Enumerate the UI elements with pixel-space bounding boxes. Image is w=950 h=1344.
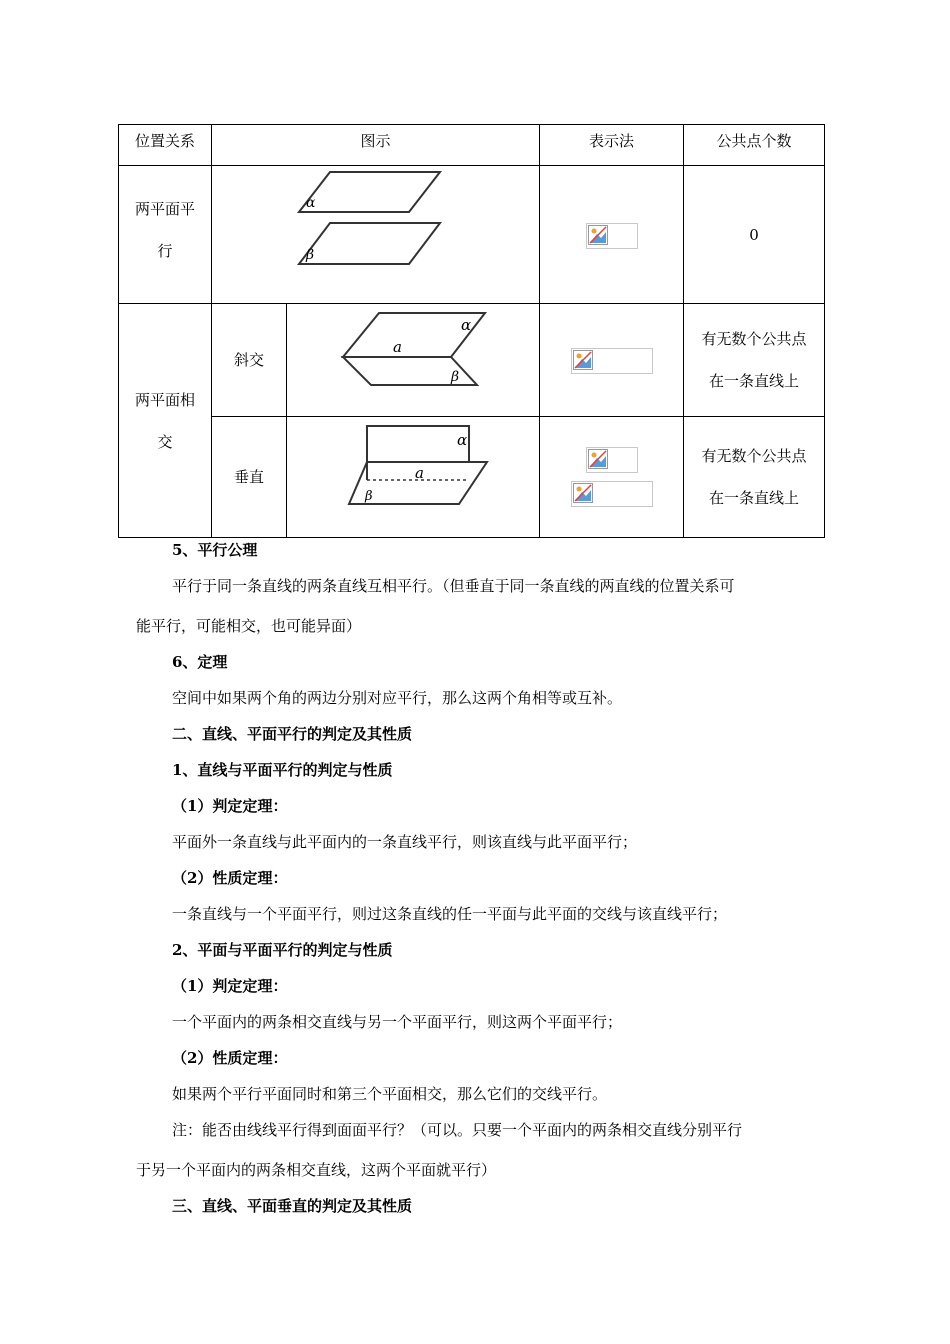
- parallel-planes-figure: [212, 166, 540, 302]
- heading-2-2-a: （1）判定定理：: [172, 977, 288, 995]
- intersect-label-line2: 交: [157, 432, 173, 451]
- header-notation: 表示法: [540, 125, 684, 166]
- cell-perpendicular-figure: [287, 417, 540, 538]
- beta-label: β: [365, 489, 373, 504]
- header-position: 位置关系: [119, 125, 212, 166]
- broken-image-icon: [573, 483, 593, 503]
- heading-2-1-b: （2）性质定理：: [172, 869, 288, 887]
- text-2-1-a: 平面外一条直线与此平面内的一条直线平行，则该直线与此平面平行；: [172, 833, 638, 851]
- cell-perpendicular-count: [684, 417, 825, 538]
- alpha-label: α: [306, 195, 316, 211]
- broken-image-icon: [573, 350, 593, 370]
- text-2-1-b: 一条直线与一个平面平行，则过这条直线的任一平面与此平面的交线与该直线平行；: [172, 905, 728, 923]
- plane-relations-table: [118, 124, 825, 538]
- heading-2-2: 2、平面与平面平行的判定与性质: [172, 941, 393, 959]
- cell-oblique-count: [684, 304, 825, 417]
- note-line2: 于另一个平面内的两条相交直线，这两个平面就平行）: [136, 1161, 497, 1179]
- cell-oblique-sub: 斜交: [212, 304, 287, 417]
- table-row-oblique: [119, 304, 825, 417]
- perpendicular-count-line2: 在一条直线上: [709, 489, 800, 507]
- cell-perpendicular-sub: 垂直: [212, 417, 287, 538]
- perpendicular-planes-figure: [287, 418, 539, 536]
- heading-2-2-b: （2）性质定理：: [172, 1049, 288, 1067]
- cell-parallel-count: 0: [684, 166, 825, 304]
- note-line1: 注：能否由线线平行得到面面平行？（可以。只要一个平面内的两条相交直线分别平行: [172, 1121, 743, 1139]
- table-row-parallel: [119, 166, 825, 304]
- cell-parallel-label: [119, 166, 212, 304]
- line-a-label: a: [393, 338, 402, 356]
- perpendicular-notation-image-1: [586, 447, 638, 473]
- oblique-notation-image: [571, 348, 653, 374]
- heading-3: 三、直线、平面垂直的判定及其性质: [172, 1197, 413, 1215]
- alpha-label: α: [461, 316, 472, 334]
- alpha-label: α: [457, 431, 468, 449]
- beta-label: β: [451, 369, 460, 385]
- line-a-label: a: [415, 464, 424, 482]
- section-5-text-line1: 平行于同一条直线的两条直线互相平行。（但垂直于同一条直线的两直线的位置关系可: [172, 577, 735, 595]
- heading-2-1: 1、直线与平面平行的判定与性质: [172, 761, 393, 779]
- section-6-title: 6、定理: [172, 653, 228, 671]
- oblique-count-line2: 在一条直线上: [709, 372, 800, 390]
- text-2-2-b: 如果两个平行平面同时和第三个平面相交，那么它们的交线平行。: [172, 1085, 608, 1103]
- oblique-count-line1: 有无数个公共点: [701, 330, 807, 348]
- parallel-label-line2: 行: [157, 242, 173, 260]
- oblique-planes-figure: [287, 305, 539, 415]
- section-6-text: 空间中如果两个角的两边分别对应平行，那么这两个角相等或互补。: [172, 689, 623, 707]
- cell-perpendicular-notation: [540, 417, 684, 538]
- cell-parallel-notation: [540, 166, 684, 304]
- cell-oblique-notation: [540, 304, 684, 417]
- section-5-title: 5、平行公理: [172, 541, 258, 559]
- perpendicular-notation-image-2: [571, 481, 653, 507]
- beta-label: β: [306, 247, 315, 263]
- text-2-2-a: 一个平面内的两条相交直线与另一个平面平行，则这两个平面平行；: [172, 1013, 623, 1031]
- cell-oblique-figure: [287, 304, 540, 417]
- heading-2: 二、直线、平面平行的判定及其性质: [172, 725, 413, 743]
- parallel-label-line1: 两平面平: [134, 200, 195, 218]
- broken-image-icon: [588, 449, 608, 469]
- broken-image-icon: [588, 225, 608, 245]
- header-figure: 图示: [212, 125, 540, 166]
- heading-2-1-a: （1）判定定理：: [172, 797, 288, 815]
- perpendicular-count-line1: 有无数个公共点: [701, 447, 807, 465]
- parallel-notation-image: [586, 223, 638, 249]
- table-header-row: [119, 125, 825, 166]
- cell-intersect-label: [119, 304, 212, 538]
- header-common-points: 公共点个数: [684, 125, 825, 166]
- intersect-label-line1: 两平面相: [134, 390, 195, 409]
- table-row-perpendicular: [119, 417, 825, 538]
- cell-parallel-figure: [212, 166, 540, 304]
- section-5-text-line2: 能平行，可能相交，也可能异面）: [136, 617, 362, 635]
